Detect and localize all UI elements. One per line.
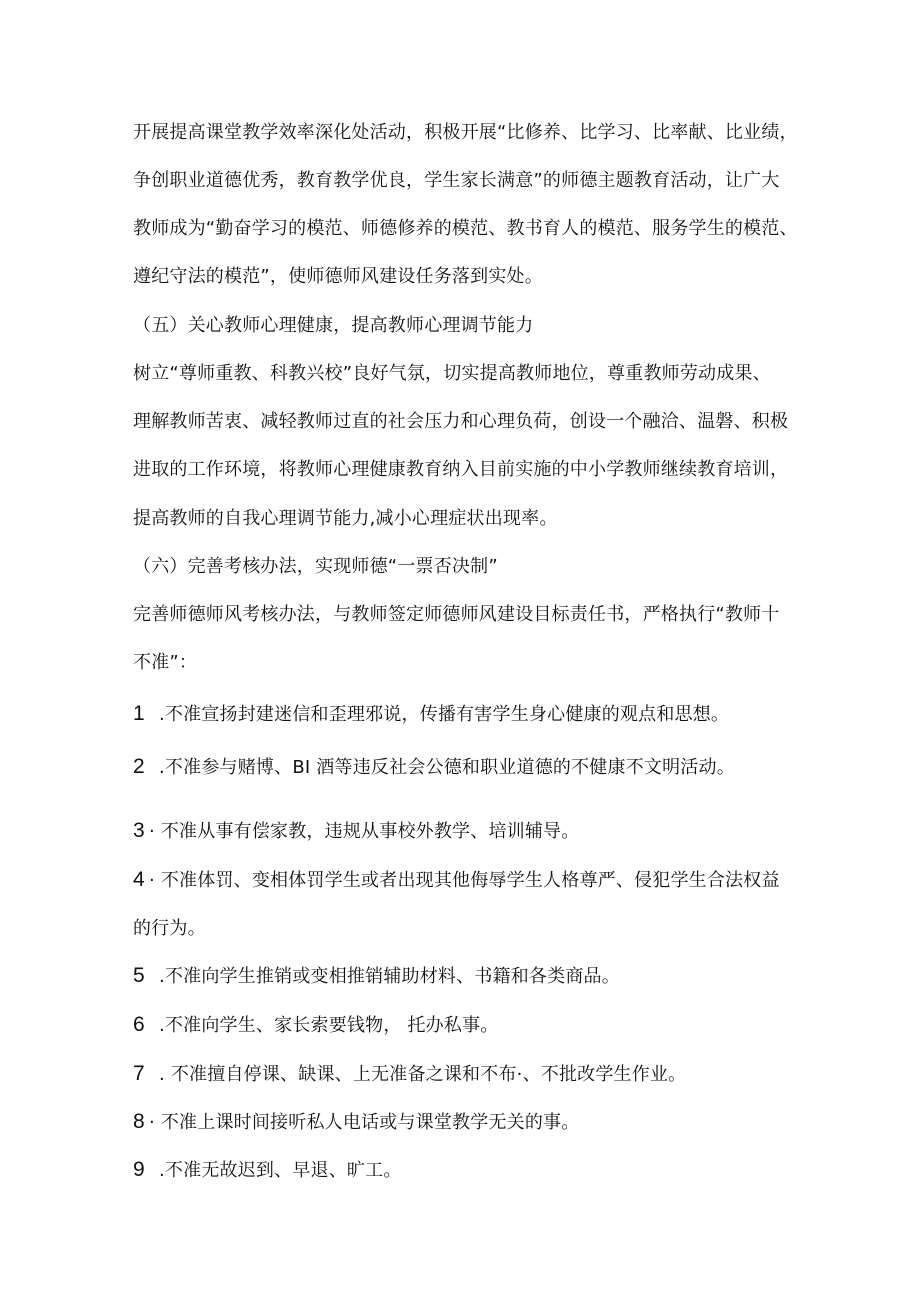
rule-number: 1 [133, 702, 145, 725]
rule-text: · 不准体罚、变相体罚学生或者出现其他侮辱学生人格尊严、侵犯学生合法权益 [149, 870, 780, 891]
paragraph-line: 遵纪守法的模范”，使师德师风建设任务落到实处。 [133, 266, 543, 287]
paragraph-line: 教师成为“勤奋学习的模范、师德修养的模范、教书育人的模范、服务学生的模范、 [133, 218, 798, 239]
rule-item-6 [133, 1013, 498, 1038]
rule-text: .不准向学生、家长索要钱物， 托办私事。 [159, 1015, 499, 1036]
paragraph-line: 理解教师苦衷、减轻教师过直的社会压力和心理负荷，创设一个融洽、温磐、积极 [133, 411, 789, 432]
rule-item-2 [133, 755, 735, 780]
section-heading-6: （六）完善考核办法，实现师德“一票否决制” [133, 556, 498, 577]
rule-number: 3 [133, 819, 145, 842]
paragraph-line: 争创职业道德优秀，教育教学优良，学生家长满意”的师德主题教育活动，让广大 [133, 170, 780, 191]
paragraph-line: 进取的工作环境，将教师心理健康教育纳入目前实施的中小学教师继续教育培训， [133, 459, 789, 480]
rule-number: 4 [133, 868, 145, 891]
rule-item-4 [133, 868, 780, 893]
rule-item-3 [133, 819, 579, 844]
paragraph-line: 不准”： [133, 652, 198, 673]
rule-number: 9 [133, 1158, 145, 1181]
paragraph-line: 提高教师的自我心理调节能力,减小心理症状出现率。 [133, 508, 558, 529]
paragraph-line: 开展提高课堂教学效率深化处活动，积极开展“比修养、比学习、比率献、比业绩， [133, 122, 798, 143]
rule-text: .不准无故迟到、早退、旷工。 [159, 1160, 402, 1181]
rule-item-5 [133, 964, 620, 989]
paragraph-line: 树立“尊师重教、科教兴校”良好气氛，切实提高教师地位，尊重教师劳动成果、 [133, 363, 771, 384]
section-heading-5: （五）关心教师心理健康，提高教师心理调节能力 [133, 315, 534, 336]
rule-number: 7 [133, 1062, 145, 1085]
rule-text: · 不准从事有偿家教，违规从事校外教学、培训辅导。 [149, 821, 580, 842]
rule-text: · 不准上课时间接听私人电话或与课堂教学无关的事。 [149, 1112, 580, 1133]
rule-text: 的行为。 [133, 918, 206, 939]
rule-text: .不准参与赌博、BI 酒等违反社会公德和职业道德的不健康不文明活动。 [159, 757, 735, 778]
rule-text: .不准宣扬封建迷信和歪理邪说，传播有害学生身心健康的观点和思想。 [159, 704, 730, 725]
rule-text: . 不准擅自停课、缺课、上无准备之课和不布·、不批改学生作业。 [159, 1064, 687, 1085]
rule-item-1 [133, 702, 729, 727]
rule-text: .不准向学生推销或变相推销辅助材料、书籍和各类商品。 [159, 966, 620, 987]
rule-item-9 [133, 1158, 402, 1183]
rule-item-4-continued [133, 917, 206, 941]
rule-number: 8 [133, 1110, 145, 1133]
rule-item-8 [133, 1110, 579, 1135]
rule-number: 6 [133, 1013, 145, 1036]
rule-number: 2 [133, 755, 145, 778]
rule-item-7 [133, 1062, 686, 1087]
rule-number: 5 [133, 964, 145, 987]
paragraph-line: 完善师德师风考核办法，与教师签定师德师风建设目标责任书，严格执行“教师十 [133, 604, 780, 625]
